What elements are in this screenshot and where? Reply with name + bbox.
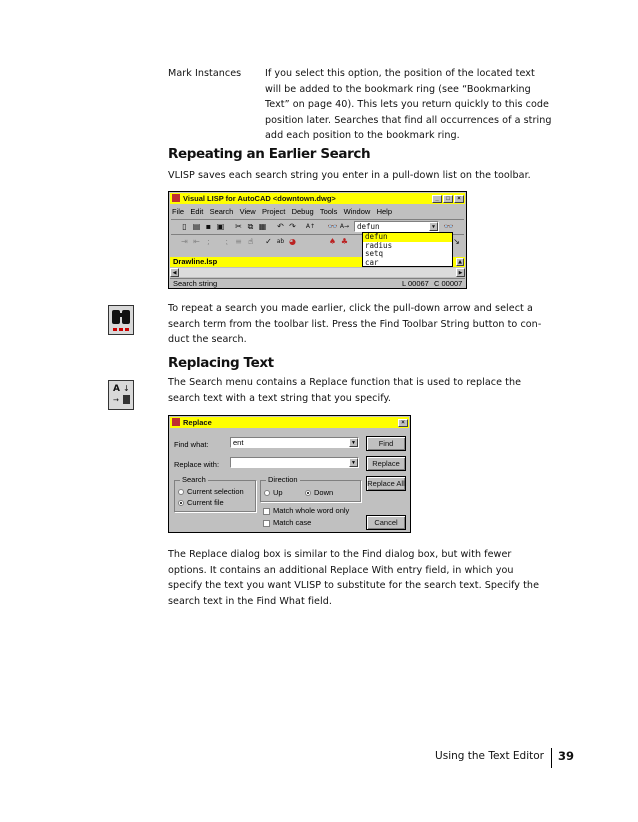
close-icon[interactable]: × — [398, 419, 408, 427]
paragraph-line: search text in the Find What field. — [168, 595, 332, 607]
menu-view[interactable]: View — [239, 207, 256, 216]
redo-icon[interactable]: ↷ — [289, 222, 296, 231]
find-icon[interactable]: 👓 — [327, 222, 338, 231]
checkbox-label: Match case — [273, 518, 312, 527]
binoculars-icon — [108, 305, 134, 335]
uncomment-icon[interactable]: ⁏ — [225, 237, 228, 246]
paragraph-line: specify the text you want VLISP to substitute for the search text. Specify the — [168, 580, 540, 591]
description-line: position later. Searches that find all occurrences of a string — [265, 114, 552, 126]
radio-label: Current file — [187, 498, 224, 507]
format-icon[interactable]: ≡ — [235, 237, 242, 246]
menu-bar — [172, 207, 392, 216]
menu-edit[interactable]: Edit — [190, 207, 204, 216]
check-icon[interactable]: ✓ — [265, 237, 272, 246]
status-bar — [170, 278, 465, 289]
find-what-value: ent — [233, 438, 244, 447]
radio-current-file[interactable] — [178, 498, 224, 507]
replace-dialog-paragraph — [168, 547, 588, 609]
replace-with-input[interactable] — [230, 457, 359, 468]
document-title: Drawline.lsp — [173, 257, 218, 266]
dialog-title: Replace — [183, 418, 212, 427]
maximize-icon[interactable]: □ — [443, 195, 453, 203]
unindent-icon[interactable]: ⇤ — [193, 237, 200, 246]
scroll-up-icon[interactable]: ▲ — [456, 258, 464, 266]
vlisp-window — [168, 191, 467, 289]
search-group-label: Search — [182, 475, 206, 484]
term-mark-instances: Mark Instances — [168, 68, 242, 79]
open-file-icon[interactable]: ▤ — [192, 222, 201, 231]
replace-intro-paragraph — [168, 375, 588, 406]
load-icon[interactable]: ☝ — [248, 237, 253, 246]
paragraph-line: search text with a text string that you specify. — [168, 392, 391, 404]
paragraph-line: search term from the toolbar list. Press the Find Toolbar String button to con- — [168, 318, 542, 330]
inspect-icon[interactable]: ◕ — [289, 237, 296, 246]
page-footer — [400, 748, 580, 768]
replace-text-icon: A ↓ → — [108, 380, 134, 410]
replace-icon[interactable]: A→ — [339, 223, 350, 230]
menu-help[interactable]: Help — [376, 207, 392, 216]
chevron-down-icon[interactable]: ▼ — [349, 458, 358, 467]
radio-up[interactable] — [264, 488, 283, 497]
radio-label: Current selection — [187, 487, 244, 496]
app-icon — [172, 194, 180, 202]
apropos-icon[interactable]: ab — [276, 238, 285, 245]
replace-dialog-title-bar — [170, 417, 409, 428]
menu-window[interactable]: Window — [343, 207, 371, 216]
radio-label: Up — [273, 488, 283, 497]
paragraph-line: options. It contains an additional Replace With entry field, in which you — [168, 564, 514, 576]
dropdown-item[interactable]: car — [365, 257, 379, 267]
paragraph-line: The Replace dialog box is similar to the Find dialog box, but with fewer — [168, 549, 512, 560]
indent-icon[interactable]: ⇥ — [181, 237, 188, 246]
replace-all-button[interactable]: Replace All — [366, 476, 406, 491]
footer-title: Using the Text Editor — [435, 750, 544, 762]
description-line: add each position to the bookmark ring. — [265, 130, 460, 141]
direction-group — [260, 475, 361, 502]
dropdown-item[interactable]: radius — [365, 240, 393, 250]
scroll-right-icon[interactable]: ▶ — [456, 268, 465, 277]
status-column: C 00007 — [434, 279, 463, 288]
description-line: will be added to the bookmark ring (see “Bookmarking — [265, 83, 531, 95]
chevron-down-icon[interactable]: ▼ — [349, 438, 358, 447]
menu-project[interactable]: Project — [261, 207, 286, 216]
repeat-search-paragraph — [168, 301, 588, 348]
chevron-down-icon[interactable]: ▼ — [429, 222, 438, 231]
description-line: If you select this option, the position of the located text — [265, 68, 535, 79]
search-string-combo[interactable] — [354, 221, 439, 232]
paragraph-line: duct the search. — [168, 334, 247, 345]
toggle-bookmark-icon[interactable]: ♠ — [328, 237, 337, 246]
new-file-icon[interactable]: ▯ — [182, 222, 187, 231]
replace-with-label: Replace with: — [174, 460, 220, 469]
horizontal-scrollbar[interactable] — [170, 268, 465, 277]
radio-current-selection[interactable] — [178, 487, 244, 496]
dropdown-item[interactable]: setq — [365, 249, 384, 258]
direction-group-label: Direction — [268, 475, 298, 484]
find-toolbar-string-icon[interactable]: 👓 — [443, 222, 454, 231]
vlisp-title-bar — [170, 193, 465, 204]
copy-icon[interactable]: ⧉ — [247, 222, 254, 231]
save-icon[interactable]: ▪ — [205, 222, 212, 231]
undo-icon[interactable]: ↶ — [277, 222, 284, 231]
print-icon[interactable]: ▣ — [216, 222, 225, 231]
find-what-label: Find what: — [174, 440, 209, 449]
section-heading-repeating: Repeating an Earlier Search — [168, 146, 371, 162]
footer-divider — [551, 748, 552, 768]
complete-word-icon[interactable]: A↑ — [305, 223, 316, 230]
replace-dialog — [168, 415, 411, 533]
arrow-icon[interactable]: ↘ — [453, 237, 460, 246]
section-intro: VLISP saves each search string you enter in a pull-down list on the toolbar. — [168, 170, 531, 181]
search-history-dropdown[interactable] — [362, 232, 453, 267]
paragraph-line: To repeat a search you made earlier, click the pull-down arrow and select a — [168, 303, 533, 314]
checkbox-match-whole-word[interactable] — [263, 506, 349, 515]
menu-search[interactable]: Search — [209, 207, 234, 216]
scroll-left-icon[interactable]: ◀ — [170, 268, 179, 277]
cut-icon[interactable]: ✂ — [235, 222, 242, 231]
window-title: Visual LISP for AutoCAD <downtown.dwg> — [183, 194, 336, 203]
paragraph-line: The Search menu contains a Replace function that is used to replace the — [168, 377, 522, 388]
search-string-value: defun — [357, 222, 380, 231]
description-line: Text” on page 40). This lets you return quickly to this code — [265, 99, 550, 110]
cancel-button[interactable]: Cancel — [366, 515, 406, 530]
checkbox-label: Match whole word only — [273, 506, 350, 515]
find-what-input[interactable] — [230, 437, 359, 448]
status-line: L 00067 — [402, 279, 429, 288]
comment-icon[interactable]: ; — [207, 237, 210, 246]
status-text: Search string — [173, 279, 218, 288]
checkbox-match-case[interactable] — [263, 518, 311, 527]
find-button[interactable]: Find — [366, 436, 406, 451]
menu-file[interactable]: File — [172, 207, 185, 216]
paste-icon[interactable]: ▦ — [258, 222, 267, 231]
dialog-icon — [172, 418, 180, 426]
menu-debug[interactable]: Debug — [291, 207, 314, 216]
minimize-icon[interactable]: _ — [432, 195, 442, 203]
menu-tools[interactable]: Tools — [319, 207, 338, 216]
page-number: 39 — [557, 749, 574, 763]
next-bookmark-icon[interactable]: ♣ — [340, 237, 349, 246]
search-group — [174, 475, 256, 512]
close-icon[interactable]: × — [454, 195, 464, 203]
replace-button[interactable]: Replace — [366, 456, 406, 471]
dropdown-item-selected[interactable]: defun — [363, 233, 452, 242]
radio-label: Down — [314, 488, 334, 497]
mark-instances-description — [265, 66, 585, 144]
section-heading-replacing: Replacing Text — [168, 355, 274, 371]
radio-down[interactable] — [305, 488, 333, 497]
